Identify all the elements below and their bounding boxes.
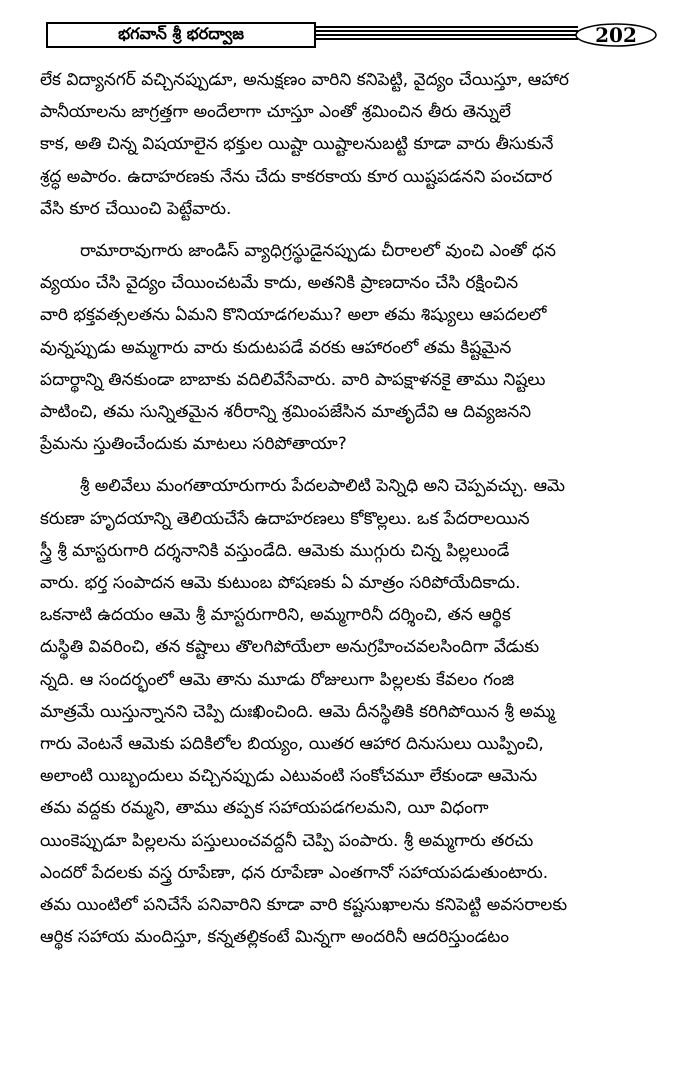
page-header xyxy=(46,22,656,52)
text-line: కాక, అతి చిన్న విషయాలైన భక్తుల యిష్టా యిష్టాలనుబట్టి కూడా వారు తీసుకునే xyxy=(40,134,554,155)
text-line: వారు. భర్త సంపాదన ఆమె కుటుంబ పోషణకు ఏ మాత్రం సరిపోయేదికాదు. xyxy=(40,573,521,594)
text-line: వున్నప్పుడు అమ్మగారు వారు కుదుటపడే వరకు ఆహారంలో తమ కిష్టమైన xyxy=(40,337,512,358)
text-line: వ్యయం చేసి వైద్యం చేయించటమే కాదు, అతనికి ప్రాణదానం చేసి రక్షించిన xyxy=(40,273,519,294)
text-line: అలాంటి యిబ్బందులు వచ్చినప్పుడు ఎటువంటి సంకోచమూ లేకుండా ఆమెను xyxy=(40,766,538,787)
text-line: యింకెప్పుడూ పిల్లలను పస్తులుంచవద్దనీ చెప్పి పంపారు. శ్రీ అమ్మగారు తరచు xyxy=(40,830,534,851)
text-line: వేసి కూర చేయించి పెట్టేవారు. xyxy=(40,198,232,219)
text-line: శ్రద్ధ అపారం. ఉదాహరణకు నేను చేదు కాకరకాయ కూర యిష్టపడనని పంచదార xyxy=(40,166,553,187)
header-rules xyxy=(316,26,578,44)
text-line: స్త్రీ శ్రీ మాస్టరుగారి దర్శనానికి వస్తుండేది. ఆమెకు ముగ్గురు చిన్న పిల్లలుండే xyxy=(40,540,510,561)
text-line: న్నది. ఆ సందర్భంలో ఆమె తాను మూడు రోజులుగా పిల్లలకు కేవలం గంజి xyxy=(40,669,515,690)
text-line: మాత్రమే యిస్తున్నానని చెప్పి దుఃఖించింది. ఆమె దీనస్థితికి కరిగిపోయిన శ్రీ అమ్మ xyxy=(40,701,555,722)
page-number-badge xyxy=(566,22,666,48)
running-title-text: భగవాన్ శ్రీ భరద్వాజ xyxy=(118,23,244,43)
text-line: ఎందరో పేదలకు వస్త్ర రూపేణా, ధన రూపేణా ఎంతగానో సహాయపడుతుంటారు. xyxy=(40,862,549,883)
text-line: శ్రీ అలివేలు మంగతాయారుగారు పేదలపాలిటి పెన్నిధి అని చెప్పవచ్చు. ఆమె xyxy=(80,476,566,497)
page-number: 202 xyxy=(595,23,637,47)
text-line: గారు వెంటనే ఆమెకు పదికిలోల బియ్యం, యితర ఆహార దినుసులు యిప్పించి, xyxy=(40,734,544,755)
text-line: రామారావుగారు జాండిస్ వ్యాధిగ్రస్థుడైనప్పుడు చీరాలలో వుంచి ఎంతో ధన xyxy=(80,241,556,262)
text-line: తమ యింటిలో పనిచేసే పనివారిని కూడా వారి కష్టసుఖాలను కనిపెట్టి అవసరాలకు xyxy=(40,895,568,916)
running-title xyxy=(46,22,316,48)
text-line: తమ వద్దకు రమ్మని, తాము తప్పక సహాయపడగలమని, యీ విధంగా xyxy=(40,798,489,819)
body-text xyxy=(40,64,656,963)
text-line: ఒకనాటి ఉదయం ఆమె శ్రీ మాస్టరుగారిని, అమ్మగారినీ దర్శించి, తన ఆర్థిక xyxy=(40,605,511,626)
text-line: లేక విద్యానగర్ వచ్చినప్పుడూ, అనుక్షణం వారిని కనిపెట్టి, వైద్యం చేయిస్తూ, ఆహార xyxy=(40,70,570,90)
text-line: వారి భక్తవత్సలతను ఏమని కొనియాడగలము? అలా తమ శిష్యులు ఆపదలలో xyxy=(40,305,547,326)
text-line: దుస్థితి వివరించి, తన కష్టాలు తొలగిపోయేలా అనుగ్రహించవలసిందిగా వేడుకు xyxy=(40,637,540,658)
paragraph xyxy=(40,470,656,953)
text-line: పాటించి, తమ సున్నితమైన శరీరాన్ని శ్రమింపజేసిన మాతృదేవి ఆ దివ్యజనని xyxy=(40,402,532,423)
text-line: పానీయాలను జాగ్రత్తగా అందేలాగా చూస్తూ ఎంతో శ్రమించిన తీరు తెన్నులే xyxy=(40,102,511,123)
text-line: పదార్థాన్ని తినకుండా బాబాకు వదిలివేసేవారు. వారి పాపక్షాళనకై తాము నిష్టలు xyxy=(40,369,546,390)
paragraph xyxy=(40,235,656,460)
text-line: కరుణా హృదయాన్ని తెలియచేసే ఉదాహరణలు కోకొల్లలు. ఒక పేదరాలయిన xyxy=(40,508,530,529)
paragraph xyxy=(40,64,656,225)
text-line: ప్రేమను స్తుతించేందుకు మాటలు సరిపోతాయా? xyxy=(40,434,347,455)
text-line: ఆర్థిక సహాయ మందిస్తూ, కన్నతల్లికంటే మిన్నగా అందరినీ ఆదరిస్తుండటం xyxy=(40,927,510,948)
